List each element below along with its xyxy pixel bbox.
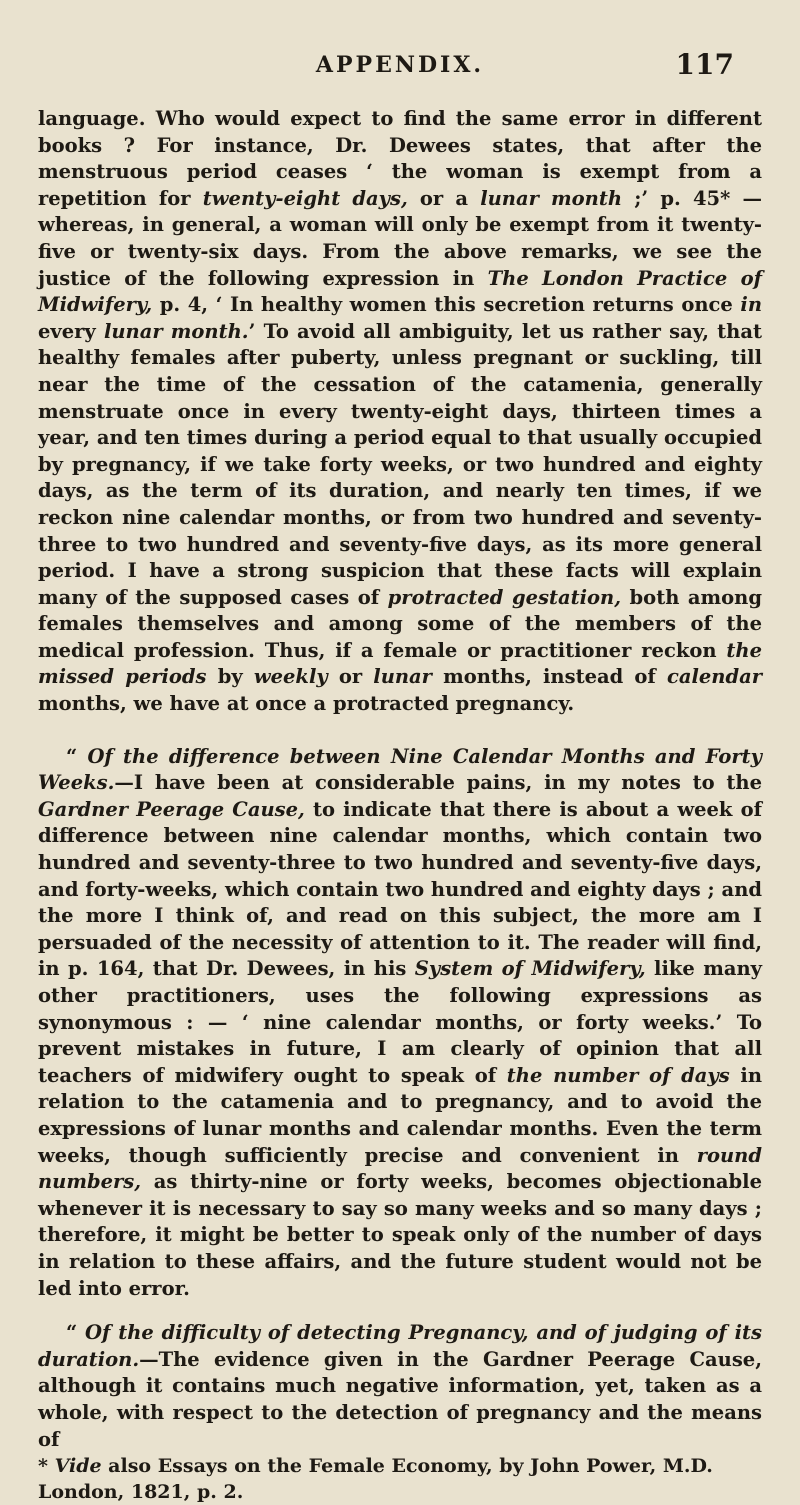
italic-text: Of the difficulty of detecting Pregnancy, and of judging of its duration. <box>38 1321 762 1371</box>
paragraph <box>38 106 762 718</box>
italic-text: Of the difference between Nine Calendar Months and Forty Weeks. <box>38 744 762 795</box>
text-run: by <box>206 665 254 689</box>
italic-text: weekly <box>253 665 328 689</box>
italic-text: the number of days <box>506 1063 730 1087</box>
footnote <box>38 1453 762 1505</box>
text-run: months, instead of <box>431 665 667 689</box>
italic-text: lunar month. <box>103 319 249 343</box>
text-run: like many other practitioners, uses the following expressions as synonymous : — ‘ nine calendar months, or forty weeks.’ To prevent mistakes in future, I am clearly of opinion that all teachers of midwifery ought to speak of <box>38 957 762 1087</box>
text-run: p. 4, ‘ In healthy women this secretion returns once <box>152 293 741 317</box>
page-header <box>38 48 762 88</box>
italic-text: twenty-eight days, <box>202 186 408 210</box>
italic-text: lunar month <box>480 186 623 210</box>
text-run: as thirty-nine or forty weeks, becomes objectionable whenever it is necessary to say so many weeks and so many days ; therefore, it might be better to speak only of the number of days in relation to these affairs, and the future student would not be led into error. <box>38 1170 762 1300</box>
paragraph <box>38 744 762 1302</box>
italic-text: calendar <box>666 665 763 689</box>
text-run: or <box>327 665 374 689</box>
text-run: in relation to the catamenia and to pregnancy, and to avoid the expressions of lunar months and calendar months. Even the term weeks, though sufficiently precise and convenient in <box>38 1063 763 1167</box>
text-run: or a <box>407 186 481 210</box>
italic-text: protracted gestation, <box>387 585 622 609</box>
page-number: 117 <box>675 48 734 81</box>
text-run: to indicate that there is about a week of difference between nine calendar months, which contain two hundred and seventy-three to two hundred and seventy-five days, and forty-weeks, which contain two hundred and eighty days ; and the more I think of, and read on this subject, the more am I persuaded of the necessity of attention to it. The reader will find, in p. 164, that Dr. Dewees, in his <box>38 797 762 981</box>
body-text <box>38 106 762 1505</box>
italic-text: lunar <box>373 665 432 689</box>
text-run: language. Who would expect to find the same error in different books ? For instance, Dr. Dewees states, that after the menstruous period ceases ‘ the woman is exempt from a repetition for <box>38 107 762 210</box>
italic-text: Vide <box>54 1455 102 1478</box>
text-run: “ <box>66 1321 86 1345</box>
text-run: ’ To avoid all ambiguity, let us rather say, that healthy females after puberty, unless pregnant or suckling, till near the time of the cessation of the catamenia, generally menstruate once in every twenty-eight days, thirteen times a year, and ten times during a period equal to that usually occupied by pregnancy, if we take forty weeks, or two hundred and eighty days, as the term of its duration, and nearly ten times, if we reckon nine calendar months, or from two hundred and seventy-three to two hundred and seventy-five days, as its more general period. I have a strong suspicion that these facts will explain many of the supposed cases of <box>38 319 762 609</box>
text-run: both among females themselves and among some of the members of the medical profession. Thus, if a female or practitioner reckon <box>38 585 762 662</box>
italic-text: The London Practice of Midwifery, <box>38 266 762 317</box>
italic-text: System of Midwifery, <box>414 957 646 981</box>
text-run: —I have been at considerable pains, in my notes to the <box>114 771 762 795</box>
text-run: ;’ p. 45* — whereas, in general, a woman will only be exempt from it twenty-five or twenty-six days. From the above remarks, we see the justice of the following expression in <box>38 186 762 290</box>
running-title: APPENDIX. <box>315 52 485 78</box>
italic-text: round numbers, <box>38 1143 762 1194</box>
italic-text: in <box>740 293 762 317</box>
text-run: “ <box>66 744 88 768</box>
text-run: every <box>38 319 104 343</box>
text-run: —The evidence given in the Gardner Peerage Cause, although it contains much negative information, yet, taken as a whole, with respect to the detection of pregnancy and the means of <box>38 1347 762 1451</box>
italic-text: the missed periods <box>38 638 762 689</box>
text-run: * <box>38 1455 55 1478</box>
text-run: also Essays on the Female Economy, by John Power, M.D. London, 1821, p. 2. <box>38 1455 713 1504</box>
italic-text: Gardner Peerage Cause, <box>38 797 305 821</box>
text-run: months, we have at once a protracted pregnancy. <box>38 692 575 716</box>
